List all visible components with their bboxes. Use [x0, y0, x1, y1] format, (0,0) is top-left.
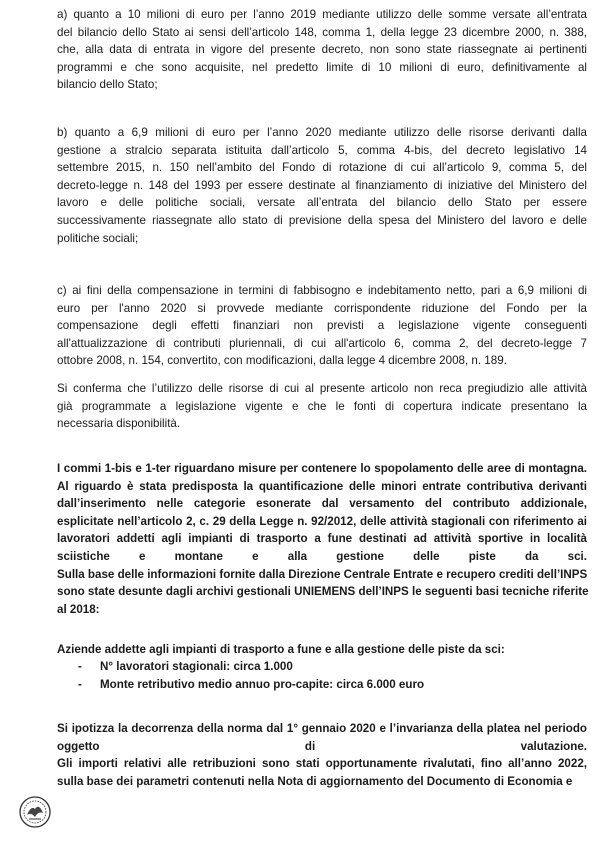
paragraph-a: [57, 6, 587, 94]
paragraph-aziende: [57, 641, 587, 659]
bullet-text: Monte retributivo medio annuo pro-capite: circa 6.000 euro: [100, 677, 425, 691]
paragraph-line: settembre 2015, n. 150 nell’ambito del Fondo di rotazione di cui all’articolo 9, comma 5, del: [57, 161, 587, 175]
paragraph-line: del bilancio dello Stato ai sensi dell’articolo 148, comma 1, della legge 23 dicembre 2000, n. 388,: [57, 25, 587, 39]
paragraph-line: già programmate a legislazione vigente e che le fonti di copertura indicate presentano la: [57, 399, 587, 413]
paragraph-line: Al riguardo è stata predisposta la quantificazione delle minori entrate contributiva derivanti: [57, 479, 587, 493]
paragraph-line: bilancio dello Stato;: [57, 78, 158, 92]
paragraph-line: lavoratori addetti agli impianti di trasporto a fune destinati ad attività sportive in località: [57, 532, 587, 546]
paragraph-ipotizza: [57, 720, 587, 790]
paragraph-line: che, alla data di entrata in vigore del presente decreto, non sono state riassegnate ai pertinenti: [57, 43, 587, 57]
paragraph-line: Aziende addette agli impianti di trasporto a fune e alla gestione delle piste da sci:: [57, 643, 505, 656]
official-seal-icon: [18, 795, 52, 829]
paragraph-line: programmi e che sono acquisite, nel predetto limite di 10 milioni di euro, definitivamente al: [57, 60, 587, 74]
paragraph-line: sulla base dei parametri contenuti nella Nota di aggiornamento del Documento di Economia e: [57, 774, 573, 788]
paragraph-c: [57, 282, 587, 370]
paragraph-line: Gli importi relativi alle retribuzioni sono stati opportunamente rivalutati, fino all’anno 2022,: [57, 757, 587, 771]
paragraph-line: lavoro e delle politiche sociali, versate all’entrata del bilancio dello Stato per essere: [57, 196, 587, 210]
paragraph-line: decreto-legge n. 148 del 1993 per essere destinate al finanziamento di iniziative del Ministero del: [57, 178, 587, 192]
paragraph-line: politiche sociali;: [57, 231, 139, 245]
bullet-dash: -: [78, 660, 82, 673]
paragraph-line: sciistiche e montane e alla gestione delle piste da sci.: [57, 549, 587, 563]
paragraph-line: compensazione degli effetti finanziari non previsti a legislazione vigente conseguenti: [57, 319, 587, 333]
paragraph-line: c) ai fini della compensazione in termini di fabbisogno e indebitamento netto, pari a 6,9 milioni di: [57, 284, 587, 297]
bullet-text: N° lavoratori stagionali: circa 1.000: [100, 660, 293, 673]
paragraph-line: Si conferma che l’utilizzo delle risorse di cui al presente articolo non reca pregiudizio alle attività: [57, 382, 587, 395]
paragraph-commi: [57, 460, 587, 618]
paragraph-b: [57, 124, 587, 247]
paragraph-line: esplicitate nell’articolo 2, c. 29 della Legge n. 92/2012, delle attività stagionali con riferimento ai: [57, 514, 587, 528]
paragraph-line: sono state desunte dagli archivi gestionali UNIEMENS dell’INPS le seguenti basi tecniche riferite: [57, 585, 589, 599]
bullet-item-lavoratori: [78, 658, 558, 676]
bullet-item-monte-retributivo: [78, 676, 558, 694]
paragraph-conferma: [57, 380, 587, 433]
paragraph-line: dall’inserimento nelle categorie esonerate dal versamento del contributo addizionale,: [57, 497, 587, 511]
paragraph-line: b) quanto a 6,9 milioni di euro per l’anno 2020 mediante utilizzo delle risorse derivanti dalla: [57, 126, 587, 139]
paragraph-line: ottobre 2008, n. 154, convertito, con modificazioni, dalla legge 4 dicembre 2008, n. 189.: [57, 354, 507, 368]
paragraph-line: a) quanto a 10 milioni di euro per l’anno 2019 mediante utilizzo delle somme versate all’entrata: [57, 8, 587, 21]
paragraph-line: oggetto di valutazione.: [57, 739, 587, 753]
paragraph-line: gestione a stralcio separata istituita dall’articolo 5, comma 4-bis, del decreto legislativo 14: [57, 143, 587, 157]
paragraph-line: al 2018:: [57, 602, 100, 616]
paragraph-line: Si ipotizza la decorrenza della norma dal 1° gennaio 2020 e l’invarianza della platea nel periodo: [57, 722, 587, 735]
paragraph-line: Sulla base delle informazioni fornite dalla Direzione Centrale Entrate e recupero crediti dell’INPS: [57, 567, 588, 581]
paragraph-line: successivamente riassegnate allo stato di previsione della spesa del Ministero del lavoro e delle: [57, 213, 587, 227]
paragraph-line: I commi 1-bis e 1-ter riguardano misure per contenere lo spopolamento delle aree di montagna.: [57, 462, 587, 475]
paragraph-line: necessaria disponibilità.: [57, 417, 181, 431]
bullet-dash: -: [78, 677, 82, 691]
paragraph-line: euro per l'anno 2020 si provvede mediante corrispondente riduzione del Fondo per la: [57, 301, 587, 315]
paragraph-line: all'attualizzazione di contributi pluriennali, di cui all'articolo 6, comma 2, del decreto-legge 7: [57, 336, 587, 350]
bullet-list: [78, 658, 558, 693]
